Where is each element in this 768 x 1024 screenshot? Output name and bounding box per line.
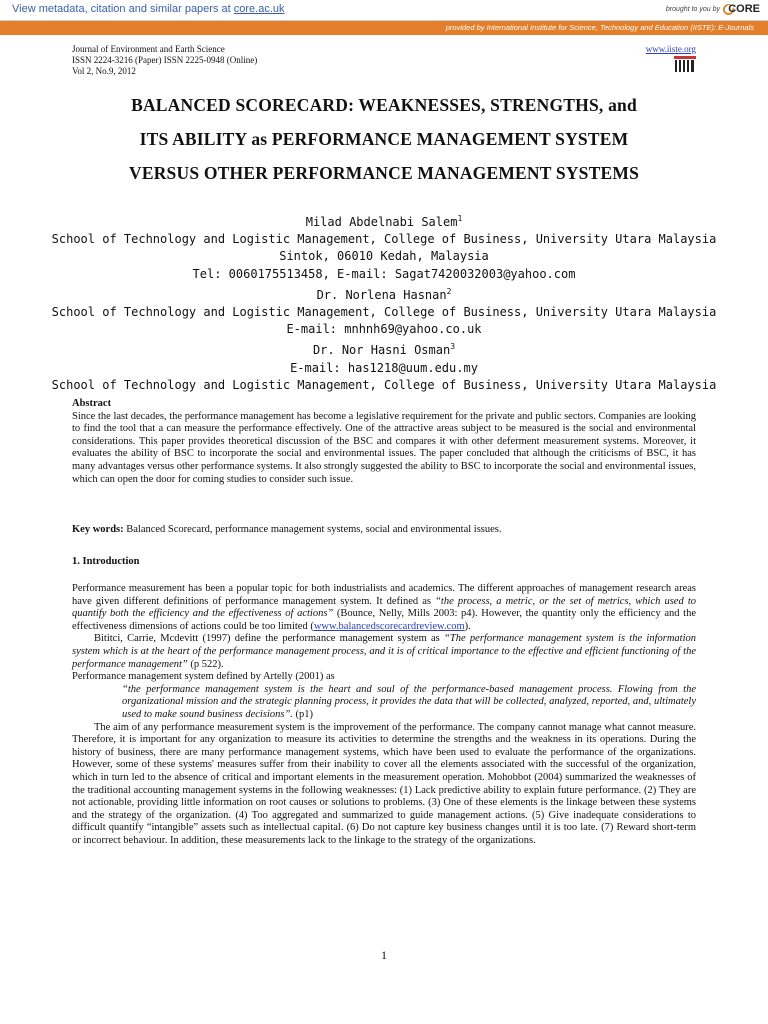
provided-by-label: provided by [445,23,485,32]
keywords-label: Key words: [72,524,124,535]
introduction-heading: 1. Introduction [72,556,140,567]
journal-issn: ISSN 2224-3216 (Paper) ISSN 2225-0948 (Online) [72,55,258,65]
intro-paragraph-3: Performance management system defined by Artelly (2001) as [72,671,335,683]
intro-p1-text-a: Performance measurement has been a popular topic for both industrialists and academics. The different approaches of management research areas have given different definitions of performance management system. It defined as [72,583,696,607]
intro-paragraph-4: The aim of any performance measurement system is the improvement of the performance. The company cannot manage what cannot measure. Therefore, it is important for any organization to measure its activities to determine the strengths and the weakness in its operations. During the history of business, there are many performance management systems, which have been used to evaluate the performance of the organizations. However, some of these systems' measures suffer from their inability to cover all the elements associated with the successful of the organization, which in turn led to the absence of critical and important elements in the measurement operation. Mohobbot (2004) summarized the weaknesses of the traditional accounting management systems in the following weaknesses: (1) Lack predictive ability to explain future performance. (2) They are not actionable, providing little information on root causes or solutions to problems. (3) One of these elements is the linkage between these systems and the strategy of the organization. (4) Too aggregated and summarized to guide management actions. (5) Give inadequate considerations to difficult quantify “intangible” assets such as intellectual capital. (6) Do not capture key business changes until it is too late. (7) Reward short-term or incorrect behaviour. In addition, these measurements lack to the linkage to the strategy of the organizations. [72,721,696,846]
keywords-section [72,524,696,537]
author-1-sup: 1 [457,214,463,223]
core-brand[interactable]: CORE [728,3,760,15]
abstract-text: Since the last decades, the performance management has become a legislative requirement for the private and public sectors. Companies are looking to find the tool that a can measure the performance effectively. One of the attractive areas subject to be measured is the social and environmental considerations. This paper provides theoretical discussion of the BSC and compares it with other deferment measurement systems. Moreover, it evaluates the ability of BSC to incorporate the social and environmental issues. The paper concluded that although the criticisms of BSC, it has many advantages versus other performance systems. It also strongly suggested the ability to BSC to incorporate the social and environmental issues, which can open the door for coming studies to consider such issue. [72,410,696,485]
author-3-affiliation: School of Technology and Logistic Management, College of Business, University Utara Malaysia [51,377,717,392]
metadata-notice [12,3,285,15]
intro-p1-text-c: ). [464,620,471,632]
author-2-name [50,283,718,304]
abstract-heading: Abstract [72,398,112,409]
author-1-affiliation: School of Technology and Logistic Management, College of Business, University Utara Malaysia [51,232,717,247]
intro-paragraph-1 [72,583,696,633]
intro-p2-quote: “The performance management system is the information system which is at the heart of the performance management process, and it is of critical importance to the effective and efficient functioning of the performance management” [72,633,696,670]
intro-paragraph-2 [72,633,696,671]
abstract-section [72,398,696,486]
block-quote-text: “the performance management system is the heart and soul of the performance-based management process. Flowing from the organizational mission and the strategic planning process, it provides the data that will be collected, analyzed, reported, and, ultimately used to make sound business decisions”. [122,683,696,720]
introduction-body [72,583,696,847]
keywords-text: Balanced Scorecard, performance management systems, social and environmental issues. [123,524,502,535]
author-1-contact: Tel: 0060175513458, E-mail: Sagat7420032003@yahoo.com [192,266,576,281]
bsc-review-link[interactable]: www.balancedscorecardreview.com [313,620,465,632]
metadata-prefix: View metadata, citation and similar papers at [12,3,234,15]
iiste-logo-icon [674,56,696,74]
provider-bar [0,21,768,35]
journal-volume: Vol 2, No.9, 2012 [72,66,136,76]
block-quote-cite: (p1) [292,708,314,720]
journal-name: Journal of Environment and Earth Science [72,44,225,54]
provider-name[interactable]: International Institute for Science, Technology and Education (IISTE): E-Journals [486,23,754,32]
author-3-email: E-mail: has1218@uum.edu.my [290,360,478,375]
author-1-name-text: Milad Abdelnabi Salem [305,215,458,229]
title-line-3: VERSUS OTHER PERFORMANCE MANAGEMENT SYSTEMS [129,163,639,183]
paper-title [60,88,708,190]
core-top-bar [0,0,768,21]
intro-p1-text-b: (Bounce, Nelly, Mills 2003: p4). However, the quantity only the efficiency and the effectiveness dimensions of actions could be too limited ( [72,608,696,632]
page-number: 1 [381,948,387,962]
author-2-email: E-mail: mnhnh69@yahoo.co.uk [286,322,482,337]
journal-site-link[interactable]: www.iiste.org [645,44,696,54]
intro-p2-text-a: Bititci, Carrie, Mcdevitt (1997) define the performance management system as [94,633,445,645]
author-3-name-text: Dr. Nor Hasni Osman [312,343,451,358]
brought-to-you-label: brought to you by [665,6,720,13]
provider-text [446,23,754,32]
journal-header [72,44,257,77]
core-ac-uk-link[interactable]: core.ac.uk [233,3,285,15]
author-3-sup: 3 [450,342,456,352]
intro-p1-quote: “the process, a metric, or the set of metrics, which used to quantify both the efficiency and the effectiveness of actions” [72,595,696,620]
title-line-2: ITS ABILITY as PERFORMANCE MANAGEMENT SYSTEM [139,129,629,149]
author-1-address: Sintok, 06010 Kedah, Malaysia [279,249,489,264]
author-2-sup: 2 [446,286,452,296]
author-block [50,210,718,394]
author-2-name-text: Dr. Norlena Hasnan [316,287,447,302]
block-quote [122,684,696,722]
author-3-name [50,338,718,359]
author-2-affiliation: School of Technology and Logistic Management, College of Business, University Utara Malaysia [51,305,717,320]
intro-p2-text-b: (p 522). [187,658,224,670]
author-1-name [50,210,718,231]
title-line-1: BALANCED SCORECARD: WEAKNESSES, STRENGTHS, and [131,95,637,115]
